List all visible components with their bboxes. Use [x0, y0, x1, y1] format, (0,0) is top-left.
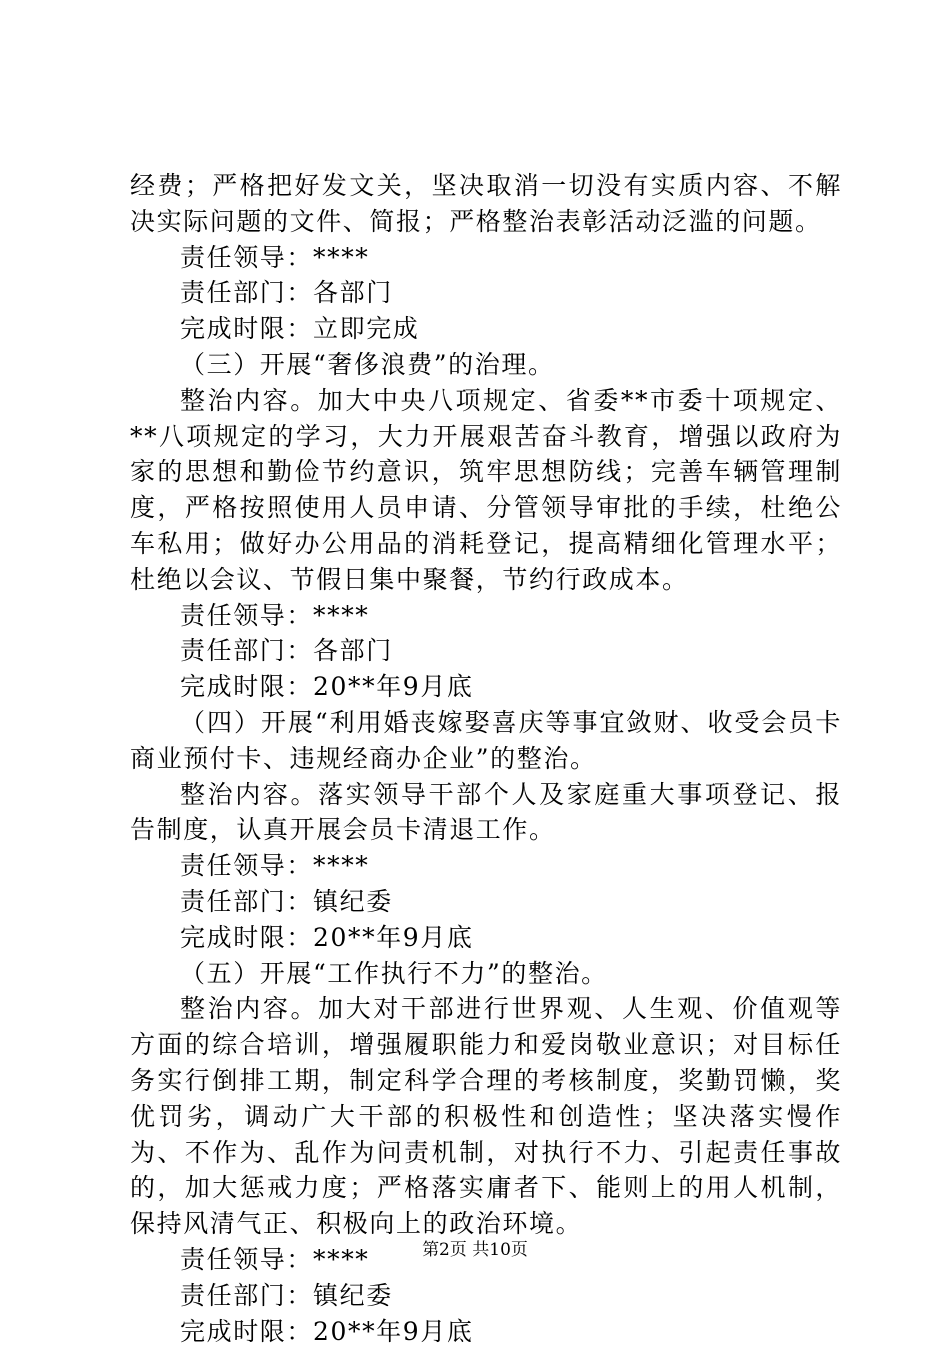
paragraph: 责任领导：**** — [130, 240, 842, 276]
paragraph: 整治内容。加大中央八项规定、省委**市委十项规定、**八项规定的学习，大力开展艰苦奋斗教育，增强以政府为家的思想和勤俭节约意识，筑牢思想防线；完善车辆管理制度，严格按照使用人员申请、分管领导审批的手续，杜绝公车私用；做好办公用品的消耗登记，提高精细化管理水平；杜绝以会议、节假日集中聚餐，节约行政成本。 — [130, 383, 842, 598]
paragraph: （三）开展“奢侈浪费”的治理。 — [130, 347, 842, 383]
document-body — [130, 168, 842, 1349]
paragraph: 责任领导：**** — [130, 1242, 842, 1278]
paragraph: 完成时限：20**年9月底 — [130, 1314, 842, 1349]
paragraph: （五）开展“工作执行不力”的整治。 — [130, 956, 842, 992]
paragraph: 完成时限：立即完成 — [130, 311, 842, 347]
paragraph: 整治内容。落实领导干部个人及家庭重大事项登记、报告制度，认真开展会员卡清退工作。 — [130, 777, 842, 849]
page-footer: 第2页 共10页 — [0, 1240, 950, 1260]
paragraph: 完成时限：20**年9月底 — [130, 920, 842, 956]
paragraph: （四）开展“利用婚丧嫁娶喜庆等事宜敛财、收受会员卡商业预付卡、违规经商办企业”的整治。 — [130, 705, 842, 777]
paragraph: 责任部门：镇纪委 — [130, 884, 842, 920]
paragraph: 完成时限：20**年9月底 — [130, 669, 842, 705]
paragraph: 责任领导：**** — [130, 598, 842, 634]
paragraph: 责任领导：**** — [130, 848, 842, 884]
paragraph: 责任部门：镇纪委 — [130, 1278, 842, 1314]
paragraph: 责任部门：各部门 — [130, 275, 842, 311]
paragraph: 整治内容。加大对干部进行世界观、人生观、价值观等方面的综合培训，增强履职能力和爱岗敬业意识；对目标任务实行倒排工期，制定科学合理的考核制度，奖勤罚懒，奖优罚劣，调动广大干部的积极性和创造性；坚决落实慢作为、不作为、乱作为问责机制，对执行不力、引起责任事故的，加大惩戒力度；严格落实庸者下、能则上的用人机制，保持风清气正、积极向上的政治环境。 — [130, 991, 842, 1242]
paragraph: 责任部门：各部门 — [130, 633, 842, 669]
paragraph: 经费；严格把好发文关，坚决取消一切没有实质内容、不解决实际问题的文件、简报；严格整治表彰活动泛滥的问题。 — [130, 168, 842, 240]
